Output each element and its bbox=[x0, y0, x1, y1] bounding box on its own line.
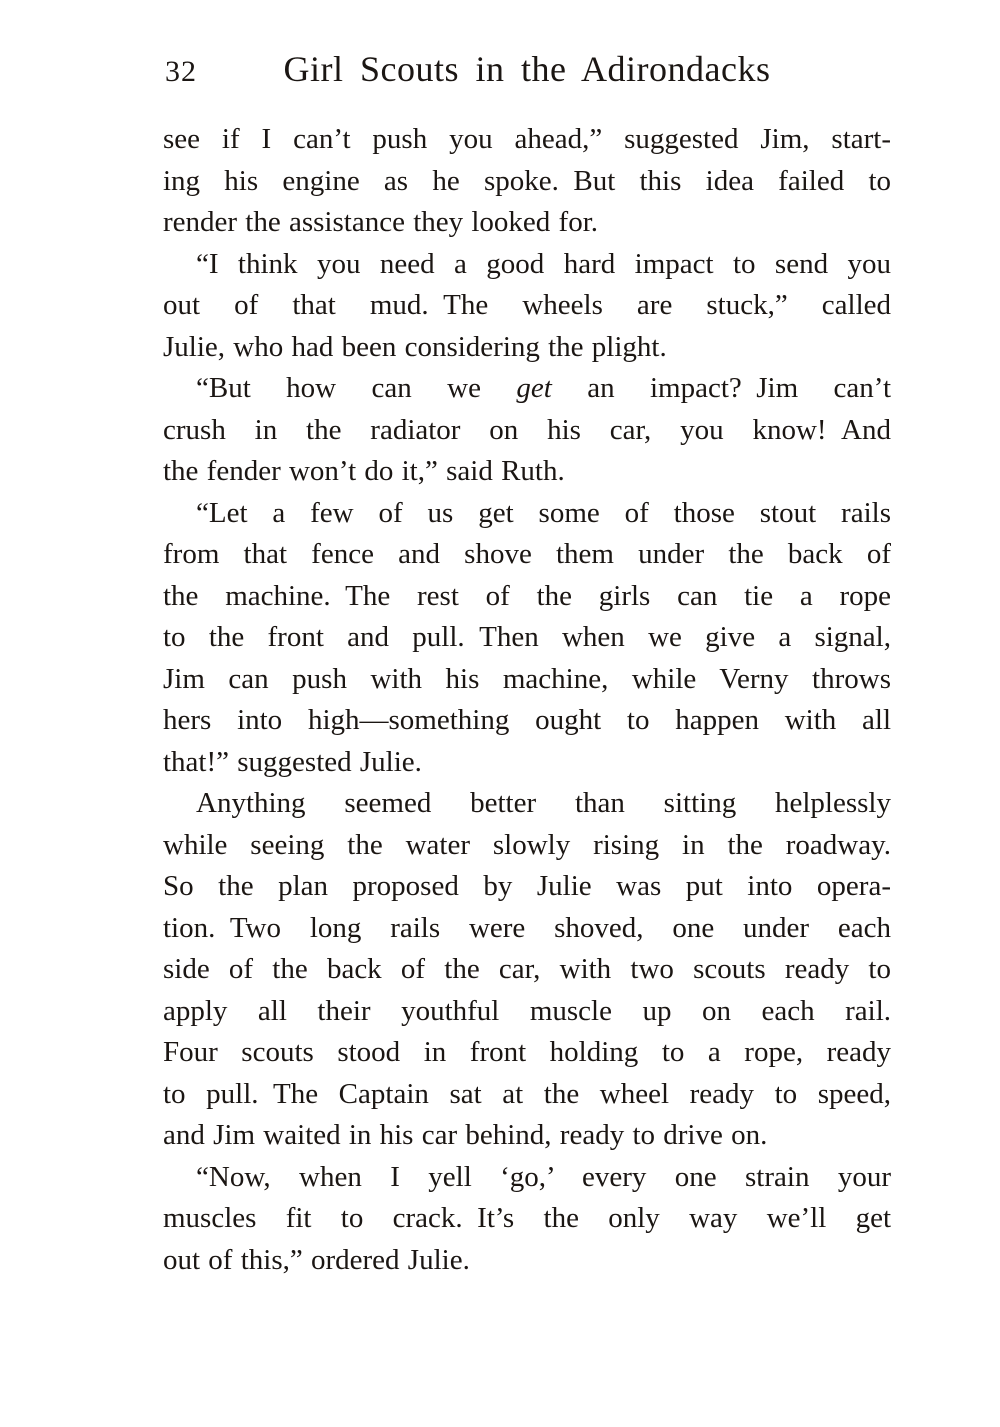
text-line: hers into high—something ought to happen with all bbox=[163, 704, 891, 736]
text-line: ing his engine as he spoke. But this idea failed to bbox=[163, 164, 891, 197]
text-line: that!” suggested Julie. bbox=[163, 745, 422, 778]
text-line: side of the back of the car, with two scouts ready to bbox=[163, 953, 891, 985]
paragraph bbox=[163, 493, 891, 784]
text-line: “Let a few of us get some of those stout rails bbox=[196, 496, 891, 529]
text-line: apply all their youthful muscle up on each rail. bbox=[163, 994, 891, 1027]
text-line bbox=[163, 368, 891, 410]
text-segment: “But how can we bbox=[196, 372, 517, 404]
paragraph bbox=[163, 119, 891, 244]
text-line: crush in the radiator on his car, you know! And bbox=[163, 413, 891, 446]
text-line: So the plan proposed by Julie was put into opera- bbox=[163, 870, 891, 902]
text-line: “Now, when I yell ‘go,’ every one strain your bbox=[196, 1160, 891, 1193]
text-line: to the front and pull. Then when we give a signal, bbox=[163, 621, 891, 653]
page-header bbox=[163, 46, 891, 92]
text-line: Four scouts stood in front holding to a rope, ready bbox=[163, 1036, 891, 1068]
text-line: Jim can push with his machine, while Verny throws bbox=[163, 662, 891, 695]
text-line: to pull. The Captain sat at the wheel ready to speed, bbox=[163, 1077, 891, 1110]
text-line: while seeing the water slowly rising in the roadway. bbox=[163, 828, 891, 861]
text-line: from that fence and shove them under the back of bbox=[163, 538, 891, 570]
text-column bbox=[163, 0, 891, 1281]
paragraph bbox=[163, 244, 891, 369]
text-line: the machine. The rest of the girls can tie a rope bbox=[163, 579, 891, 612]
italic-text: get bbox=[516, 372, 552, 404]
text-segment: an impact? Jim can’t bbox=[551, 372, 891, 404]
text-line: muscles fit to crack. It’s the only way we’ll get bbox=[163, 1202, 891, 1234]
text-line: out of that mud. The wheels are stuck,” called bbox=[163, 289, 891, 321]
page-title: Girl Scouts in the Adirondacks bbox=[283, 49, 771, 89]
text-line: tion. Two long rails were shoved, one under each bbox=[163, 911, 891, 944]
page-number: 32 bbox=[165, 55, 197, 88]
paragraph bbox=[163, 368, 891, 493]
text-line: render the assistance they looked for. bbox=[163, 206, 599, 238]
text-line: see if I can’t push you ahead,” suggested Jim, start- bbox=[163, 123, 891, 155]
paragraph bbox=[163, 1157, 891, 1282]
text-line: Anything seemed better than sitting helplessly bbox=[196, 787, 891, 819]
text-line: out of this,” ordered Julie. bbox=[163, 1243, 470, 1276]
page-body bbox=[163, 119, 891, 1281]
text-line: the fender won’t do it,” said Ruth. bbox=[163, 455, 565, 487]
text-line: “I think you need a good hard impact to send you bbox=[196, 247, 891, 280]
text-line: and Jim waited in his car behind, ready to drive on. bbox=[163, 1119, 768, 1151]
paragraph bbox=[163, 783, 891, 1157]
text-line: Julie, who had been considering the plight. bbox=[163, 330, 667, 363]
